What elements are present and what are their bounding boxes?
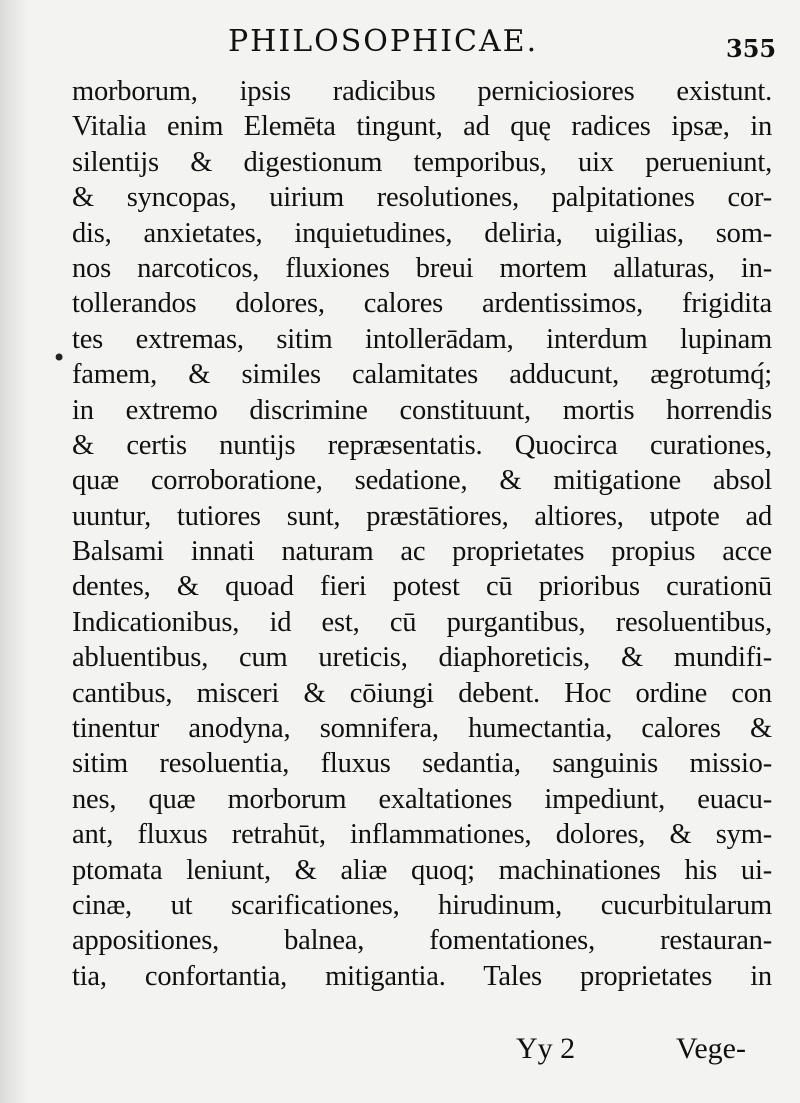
- text-line: tes extremas, sitim intollerādam, interdum lupinam: [72, 323, 772, 355]
- text-line: silentijs & digestionum temporibus, uix perueniunt,: [72, 146, 772, 178]
- text-line: Vitalia enim Elemēta tingunt, ad quę radices ipsæ, in: [72, 111, 772, 143]
- text-line: & certis nuntijs repræsentatis. Quocirca curationes,: [72, 429, 772, 461]
- text-line: cinæ, ut scarificationes, hirudinum, cucurbitularum: [72, 889, 772, 921]
- text-line: dentes, & quoad fieri potest cū prioribus curationū: [72, 571, 772, 603]
- text-line: nos narcoticos, fluxiones breui mortem allaturas, in-: [72, 252, 772, 284]
- signature-mark: Yy 2: [516, 1032, 576, 1065]
- text-line: quæ corroboratione, sedatione, & mitigatione absol: [72, 465, 772, 497]
- text-line: tia, confortantia, mitigantia. Tales proprietates in: [72, 960, 772, 992]
- text-line: tollerandos dolores, calores ardentissimos, frigidita: [72, 288, 772, 320]
- text-line: sitim resoluentia, fluxus sedantia, sanguinis missio-: [72, 748, 772, 780]
- running-head: PHILOSOPHICAE.: [228, 24, 539, 59]
- text-line: Indicationibus, id est, cū purgantibus, resoluentibus,: [72, 606, 772, 638]
- margin-mark: •: [52, 344, 67, 372]
- text-line: cantibus, misceri & cōiungi debent. Hoc ordine con: [72, 677, 772, 709]
- page-header: [0, 24, 800, 74]
- text-line: in extremo discrimine constituunt, mortis horrendis: [72, 394, 772, 426]
- page-number: 355: [726, 34, 777, 63]
- gutter-shadow: [0, 0, 28, 1103]
- text-line: Balsami innati naturam ac proprietates propius acce: [72, 536, 772, 568]
- text-line: ptomata leniunt, & aliæ quoq; machinationes his ui-: [72, 854, 772, 886]
- text-line: nes, quæ morborum exaltationes impediunt, euacu-: [72, 783, 772, 815]
- text-line: morborum, ipsis radicibus perniciosiores existunt.: [72, 76, 772, 107]
- text-line: tinentur anodyna, somnifera, humectantia, calores &: [72, 713, 772, 745]
- text-line: appositiones, balnea, fomentationes, restauran-: [72, 925, 772, 957]
- text-line: abluentibus, cum ureticis, diaphoreticis, & mundifi-: [72, 642, 772, 674]
- text-line: uuntur, tutiores sunt, præstātiores, altiores, utpote ad: [72, 500, 772, 532]
- body-text: [72, 74, 772, 994]
- text-line: famem, & similes calamitates adducunt, ægrotumq́;: [72, 359, 772, 391]
- text-line: dis, anxietates, inquietudines, deliria, uigilias, som-: [72, 217, 772, 249]
- text-line: ant, fluxus retrahūt, inflammationes, dolores, & sym-: [72, 819, 772, 851]
- catchword: Vege-: [676, 1032, 746, 1065]
- text-line: & syncopas, uirium resolutiones, palpitationes cor-: [72, 182, 772, 214]
- page-footer: [0, 1022, 800, 1082]
